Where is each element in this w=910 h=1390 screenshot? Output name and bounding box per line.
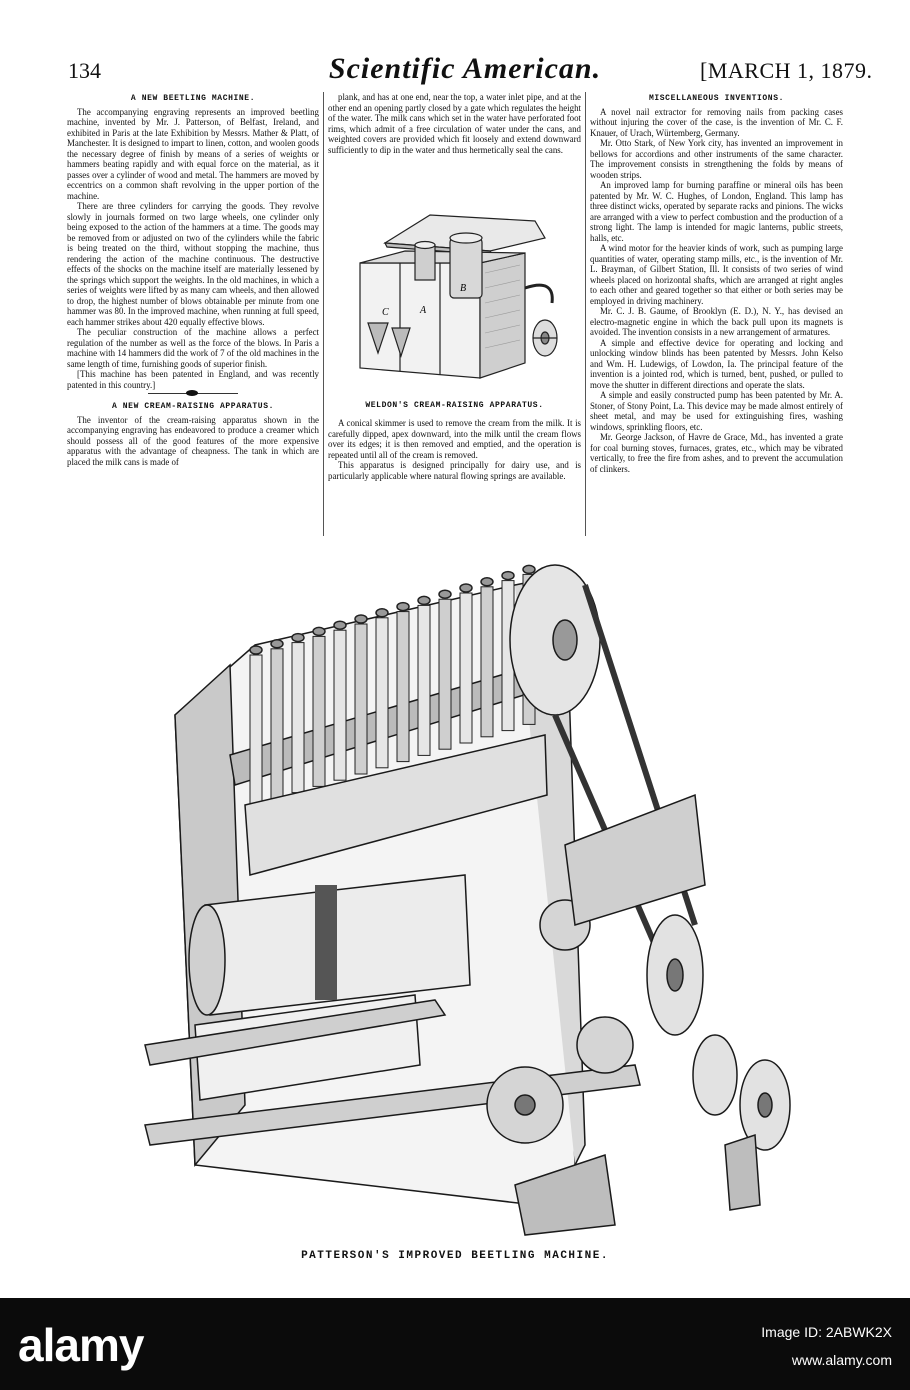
column-rule [323, 92, 324, 536]
hammer [313, 636, 325, 786]
hammer-cap [481, 578, 493, 586]
hammer-cap [334, 621, 346, 629]
hammer-cap [271, 640, 283, 648]
image-id: Image ID: 2ABWK2X [761, 1324, 892, 1340]
main-figure-caption: PATTERSON'S IMPROVED BEETLING MACHINE. [301, 1250, 609, 1262]
paragraph: Mr. George Jackson, of Havre de Grace, Md., has invented a grate for coal burning stoves, furnaces, grates, etc., which may be vibrated vertically, to free the fire from ashes, and to prevent the accumulation of clinkers. [590, 432, 843, 474]
paragraph: There are three cylinders for carrying the goods. They revolve slowly in journals formed on two large wheels, one cylinder only being exposed to the action of the hammers at a time. The goods may be removed from or adjusted on two of the cylinders while the fabric is being treated on the third, without stopping the machine, thus rendering the action of the machine continuous. The destructive effects of the shocks on the machine itself are materially lessened by the springs which support the weights. In the old machines, in which a series of weights were lifted by as many cam wheels, and then allowed to drop, the highest number of blows obtainable per minute from one hammer was 80. In the improved machine, when running at full speed, each hammer strikes about 420 equally effective blows. [67, 201, 319, 327]
hammer-cap [439, 590, 451, 598]
cream-raising-apparatus-engraving [330, 193, 580, 398]
hammer [481, 587, 493, 737]
article-column-2-continued [328, 418, 581, 481]
issue-date: [MARCH 1, 1879. [700, 58, 873, 83]
hammer [355, 624, 367, 774]
paragraph: Mr. C. J. B. Gaume, of Brooklyn (E. D.), N. Y., has devised an electro-magnetic engine in which the back pull upon its magnets is avoided. The invention consists in a new arrangement of armatures. [590, 306, 843, 337]
paragraph: plank, and has at one end, near the top, a water inlet pipe, and at the other end an opening partly closed by a gate which regulates the height of the water. The milk cans which set in the water have perforated foot rims, which admit of a free circulation of water under the cans, and weighted covers are provided which fit loosely and extend downward sufficiently to dip in the water and thus hermetically seal the cans. [328, 92, 581, 155]
hammer [376, 618, 388, 768]
hammer-cap [418, 596, 430, 604]
paragraph: This apparatus is designed principally for dairy use, and is particularly applicable where natural flowing springs are available. [328, 460, 581, 481]
hammer-cap [397, 603, 409, 611]
hammer [397, 612, 409, 762]
article-column-3 [590, 92, 843, 474]
figure-label-b: B [460, 283, 467, 294]
hammer [439, 599, 451, 749]
hammer-cap [355, 615, 367, 623]
paragraph: [This machine has been patented in England, and was recently patented in this country.] [67, 369, 319, 390]
paragraph: Mr. Otto Stark, of New York city, has invented an improvement in bellows for accordions and other instruments of the same character. The improvement consists in strengthening the folds by means of wooden strips. [590, 138, 843, 180]
paragraph: An improved lamp for burning paraffine or mineral oils has been patented by Mr. W. C. Hughes, of London, England. This lamp has three distinct wicks, operated by separate racks and pinions. The wicks are arranged with a view to perfect combustion and the production of a strong light. The lamp is intended for magic lanterns, public streets, halls, etc. [590, 180, 843, 243]
hammer [460, 593, 472, 743]
figure-label-c: C [382, 307, 389, 318]
watermark-logo: alamy [18, 1319, 144, 1371]
hammer-cap [313, 627, 325, 635]
watermark-site: www.alamy.com [791, 1352, 892, 1368]
watermark-id [761, 1318, 892, 1374]
hammer-cap [376, 609, 388, 617]
hammer-cap [523, 565, 535, 573]
article-heading: A NEW CREAM-RAISING APPARATUS. [111, 402, 275, 411]
masthead: Scientific American. [328, 52, 602, 85]
hammer-cap [502, 572, 514, 580]
hammer-cap [250, 646, 262, 654]
section-separator [148, 393, 238, 399]
figure-caption: WELDON'S CREAM-RAISING APPARATUS. [365, 401, 544, 410]
hammer [250, 655, 262, 805]
article-heading: A NEW BEETLING MACHINE. [130, 94, 256, 103]
paragraph: The accompanying engraving represents an improved beetling machine, invented by Mr. J. Patterson, of Belfast, Ireland, and exhibited in Paris at the late Exhibition by Messrs. Mather & Platt, of Manchester. It is designed to impart to linen, cotton, and woolen goods the necessary degree of finish by means of a series of weights or hammers beating rapidly and with equal force on the material, as it passes over a cylinder of wood and metal. The hammers are moved by eccentrics on a common shaft revolving in the upper portion of the machine. [67, 106, 319, 201]
hammer [334, 630, 346, 780]
hammer-cap [292, 634, 304, 642]
paragraph: A simple and easily constructed pump has been patented by Mr. A. Stoner, of Stony Point, La. This device may be made almost entirely of sheet metal, and may be used for extinguishing fires, washing windows, sprinkling floors, etc. [590, 390, 843, 432]
paragraph: A wind motor for the heavier kinds of work, such as pumping large quantities of water, operating stamp mills, etc., is the invention of Mr. L. Brayman, of Gilbert Station, Ill. It consists of two series of wind wheels placed on horizontal shafts, which are arranged at right angles to each other and geared together so that either or both series may be employed in driving machinery. [590, 243, 843, 306]
hammer-cap [460, 584, 472, 592]
article-column-2 [328, 92, 581, 155]
beetling-machine-engraving [135, 545, 815, 1245]
paragraph: A simple and effective device for operating and locking and unlocking window blinds has been patented by Messrs. John Kelso and Wm. H. Ludewigs, of Lowdon, Ia. The principal feature of the invention is a jointed rod, which is turned, bent, pushed, or pulled to move the shutter in different directions and operate the slats. [590, 337, 843, 390]
hammer [292, 643, 304, 793]
paragraph: A novel nail extractor for removing nails from packing cases without injuring the cover of the case, is the invention of Mr. C. F. Knauer, of Urach, Würtemberg, Germany. [590, 106, 843, 138]
figure-label-a: A [420, 305, 427, 316]
paragraph: The inventor of the cream-raising apparatus shown in the accompanying engraving has endeavored to produce a creamer which should possess all of the good features of the more expensive apparatus with the advantage of cheapness. The tank in which are placed the milk cans is made of [67, 414, 319, 467]
column-rule [585, 92, 586, 536]
page-number: 134 [68, 58, 101, 83]
paragraph: The peculiar construction of the machine allows a perfect regulation of the number as well as the force of the blows. In Paris a machine with 14 hammers did the work of 7 of the old machines in the same length of time, furnishing goods of superior finish. [67, 327, 319, 369]
paragraph: A conical skimmer is used to remove the cream from the milk. It is carefully dipped, apex downward, into the milk until the cream flows over its edges; it is then removed and emptied, and the operation is repeated until all of the cream is removed. [328, 418, 581, 460]
article-column-1 [67, 92, 319, 467]
hammer [418, 605, 430, 755]
article-heading: MISCELLANEOUS INVENTIONS. [648, 94, 785, 103]
hammer [271, 649, 283, 799]
